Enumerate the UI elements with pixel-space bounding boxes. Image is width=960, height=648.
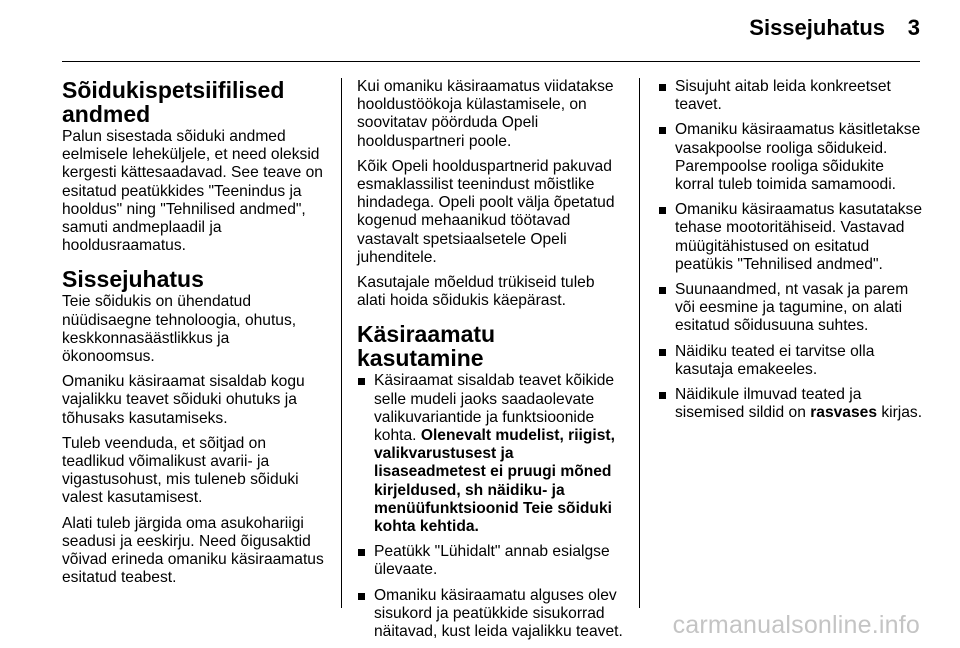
list-item-text: Suunaandmed, nt vasak ja parem või eesmine ja tagumine, on alati esitatud sõidusuuna suhtes. (675, 281, 909, 335)
list-item-text: Sisujuht aitab leida konkreetset teavet. (675, 78, 891, 114)
list-item (357, 372, 625, 536)
watermark: carmanualsonline.info (672, 611, 920, 639)
list-item (658, 343, 926, 379)
square-bullet-icon (659, 207, 666, 214)
paragraph: Kasutajale mõeldud trükiseid tuleb alati hoida sõidukis käepärast. (357, 274, 595, 310)
square-bullet-icon (659, 349, 666, 356)
list-item-text: Peatükk "Lühidalt" annab esialgse ülevaate. (374, 543, 610, 579)
bullet-list (357, 372, 625, 641)
list-item-text: Omaniku käsiraamatu alguses olev sisukord ja peatükkide sisukorrad näitavad, kust leida vajalikku teavet. (374, 586, 623, 641)
section-heading-manual-usage: Käsiraamatu kasutamine (357, 321, 496, 372)
chapter-title: Sissejuhatus (749, 15, 885, 40)
column-middle (357, 78, 625, 648)
list-item (357, 587, 625, 642)
list-item (658, 78, 926, 114)
list-item-text: kirjas. (877, 404, 923, 422)
square-bullet-icon (659, 287, 666, 294)
square-bullet-icon (659, 127, 666, 134)
list-item (357, 543, 625, 579)
paragraph: Kui omaniku käsiraamatus viidatakse hooldustöökoja külastamisele, on soovitatav pöörduda Opeli hoolduspartneri poole. (357, 78, 614, 150)
page-number: 3 (907, 15, 920, 40)
list-item-text: Näidiku teated ei tarvitse olla kasutaja emakeeles. (675, 342, 875, 378)
column-left (62, 78, 326, 594)
list-item-text: Omaniku käsiraamatus käsitletakse vasakpoolse rooliga sõidukeid. Parempoolse rooliga sõidukite korral tuleb toimida samamoodi. (675, 121, 921, 194)
list-item-text: Omaniku käsiraamatus kasutatakse tehase mootoritähiseid. Vastavad müügitähistused on esitatud peatükis "Tehnilised andmed". (675, 201, 923, 273)
square-bullet-icon (358, 593, 365, 600)
list-item (658, 121, 926, 194)
column-divider (639, 78, 640, 608)
section-heading-introduction: Sissejuhatus (62, 266, 204, 293)
bullet-list (658, 78, 926, 422)
list-item-bold-text: rasvases (810, 404, 877, 422)
list-item-text: Näidikule ilmuvad teated ja sisemised sildid on (675, 386, 862, 422)
list-item (658, 201, 926, 274)
square-bullet-icon (358, 378, 365, 385)
header-divider (62, 61, 920, 62)
paragraph: Alati tuleb järgida oma asukohariigi seadusi ja eeskirju. Need õigusaktid võivad erineda omaniku käsiraamatus esitatud teabest. (62, 514, 324, 587)
column-right (658, 78, 926, 429)
paragraph: Teie sõidukis on ühendatud nüüdisaegne tehnoloogia, ohutus, keskkonnasäästlikkus ja ökonoomsus. (62, 293, 297, 366)
page-header (0, 0, 960, 62)
paragraph: Omaniku käsiraamat sisaldab kogu vajalikku teavet sõiduki ohutuks ja tõhusaks kasutamiseks. (62, 373, 305, 427)
paragraph: Tuleb veenduda, et sõitjad on teadlikud võimalikust avarii- ja vigastusohust, mis tuleneb sõiduki valest kasutamisest. (62, 434, 299, 507)
list-item (658, 281, 926, 336)
paragraph: Kõik Opeli hoolduspartnerid pakuvad esmaklassilist teenindust mõistlike hindadega. Opeli poolt välja õpetatud kogenud mehaanikud töötavad vastavalt spetsiaalsetele Opeli juhenditele. (357, 157, 615, 266)
square-bullet-icon (358, 549, 365, 556)
square-bullet-icon (659, 392, 666, 399)
list-item-bold-text: Olenevalt mudelist, riigist, valikvarustusest ja lisaseadmetest ei pruugi mõned kirjeldused, sh näidiku- ja menüüfunktsioonid Teie sõiduki kohta kehtida. (374, 427, 615, 536)
square-bullet-icon (659, 84, 666, 91)
list-item-text: Käsiraamat sisaldab teavet kõikide selle mudeli jaoks saadaolevate valikuvariantide ja funktsioonide kohta. (374, 372, 615, 445)
list-item (658, 386, 926, 422)
column-divider (341, 78, 342, 608)
paragraph: Palun sisestada sõiduki andmed eelmisele leheküljele, et need oleksid kergesti kättesaadavad. See teave on esitatud peatükkides "Teenindus ja hooldus" ning "Tehnilised andmed", samuti andmeplaadil ja hooldusraamatus. (62, 128, 323, 255)
section-heading-vehicle-data: Sõidukispetsiifilised andmed (62, 77, 285, 127)
